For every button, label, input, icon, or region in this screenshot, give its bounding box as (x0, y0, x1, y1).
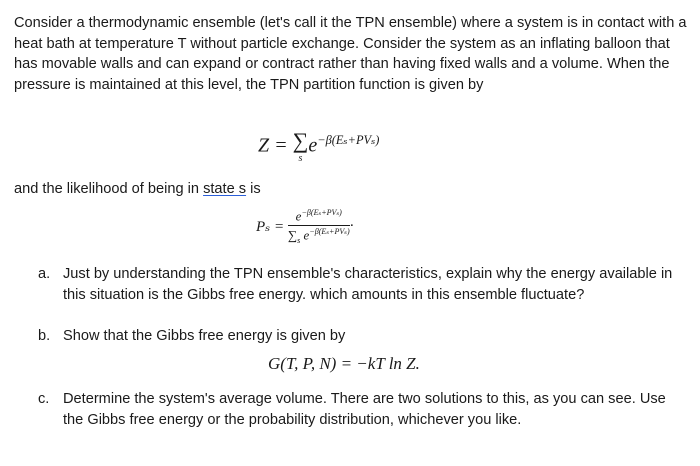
probability-intro-tail: is (246, 181, 261, 197)
fraction-denominator (288, 226, 350, 245)
intro-paragraph: Consider a thermodynamic ensemble (let's call it the TPN ensemble) where a system is in contact with a heat bath at temperature T without particle exchange. Consider the system as an inflating balloon that has movable walls and can expand or contract rather than having fixed walls and a volume. When the pressure is maintained at this level, the TPN partition function is given by (14, 15, 687, 93)
fraction-numerator (288, 208, 350, 226)
den-index: s (297, 236, 301, 246)
probability-equation (256, 208, 353, 245)
list-marker: b. (38, 328, 51, 344)
sum-symbol: ∑ (292, 128, 309, 153)
state-s-link[interactable]: state s (203, 181, 247, 197)
summation (293, 130, 309, 164)
list-marker: a. (38, 266, 51, 282)
den-sum: ∑ (287, 227, 298, 243)
list-item-text: Determine the system's average volume. There are two solutions to this, as you can see. Use the Gibbs free energy or the probability distribution, whichever you like. (63, 391, 666, 428)
gibbs-equation: G(T, P, N) = −kT ln Z. (268, 354, 420, 373)
probability-intro-text: and the likelihood of being in (14, 181, 204, 197)
probability-fraction (288, 208, 350, 245)
p-lhs: Pₛ = (256, 219, 285, 236)
num-base: e (295, 208, 302, 224)
exp-exponent: −β(Eₛ+PVₛ) (317, 132, 380, 147)
list-item-text: Just by understanding the TPN ensemble's characteristics, explain why the energy available in this situation is the Gibbs free energy. which amounts in this ensemble fluctuate? (63, 266, 673, 303)
num-exponent: −β(Eₛ+PVₛ) (301, 208, 342, 217)
den-exponent: −β(Eₛ+PVₛ) (309, 227, 350, 237)
partition-function-equation (258, 130, 379, 164)
list-item (38, 264, 678, 305)
exp-base: e (308, 134, 318, 157)
list-item (38, 389, 678, 430)
list-item-text: Show that the Gibbs free energy is given by (63, 328, 346, 344)
trailing-dot: · (349, 218, 354, 235)
list-item (38, 326, 678, 347)
probability-intro (14, 179, 261, 200)
sum-index: s (298, 153, 303, 164)
den-base: e (300, 227, 310, 243)
list-marker: c. (38, 391, 50, 407)
z-lhs: Z = (258, 134, 288, 157)
